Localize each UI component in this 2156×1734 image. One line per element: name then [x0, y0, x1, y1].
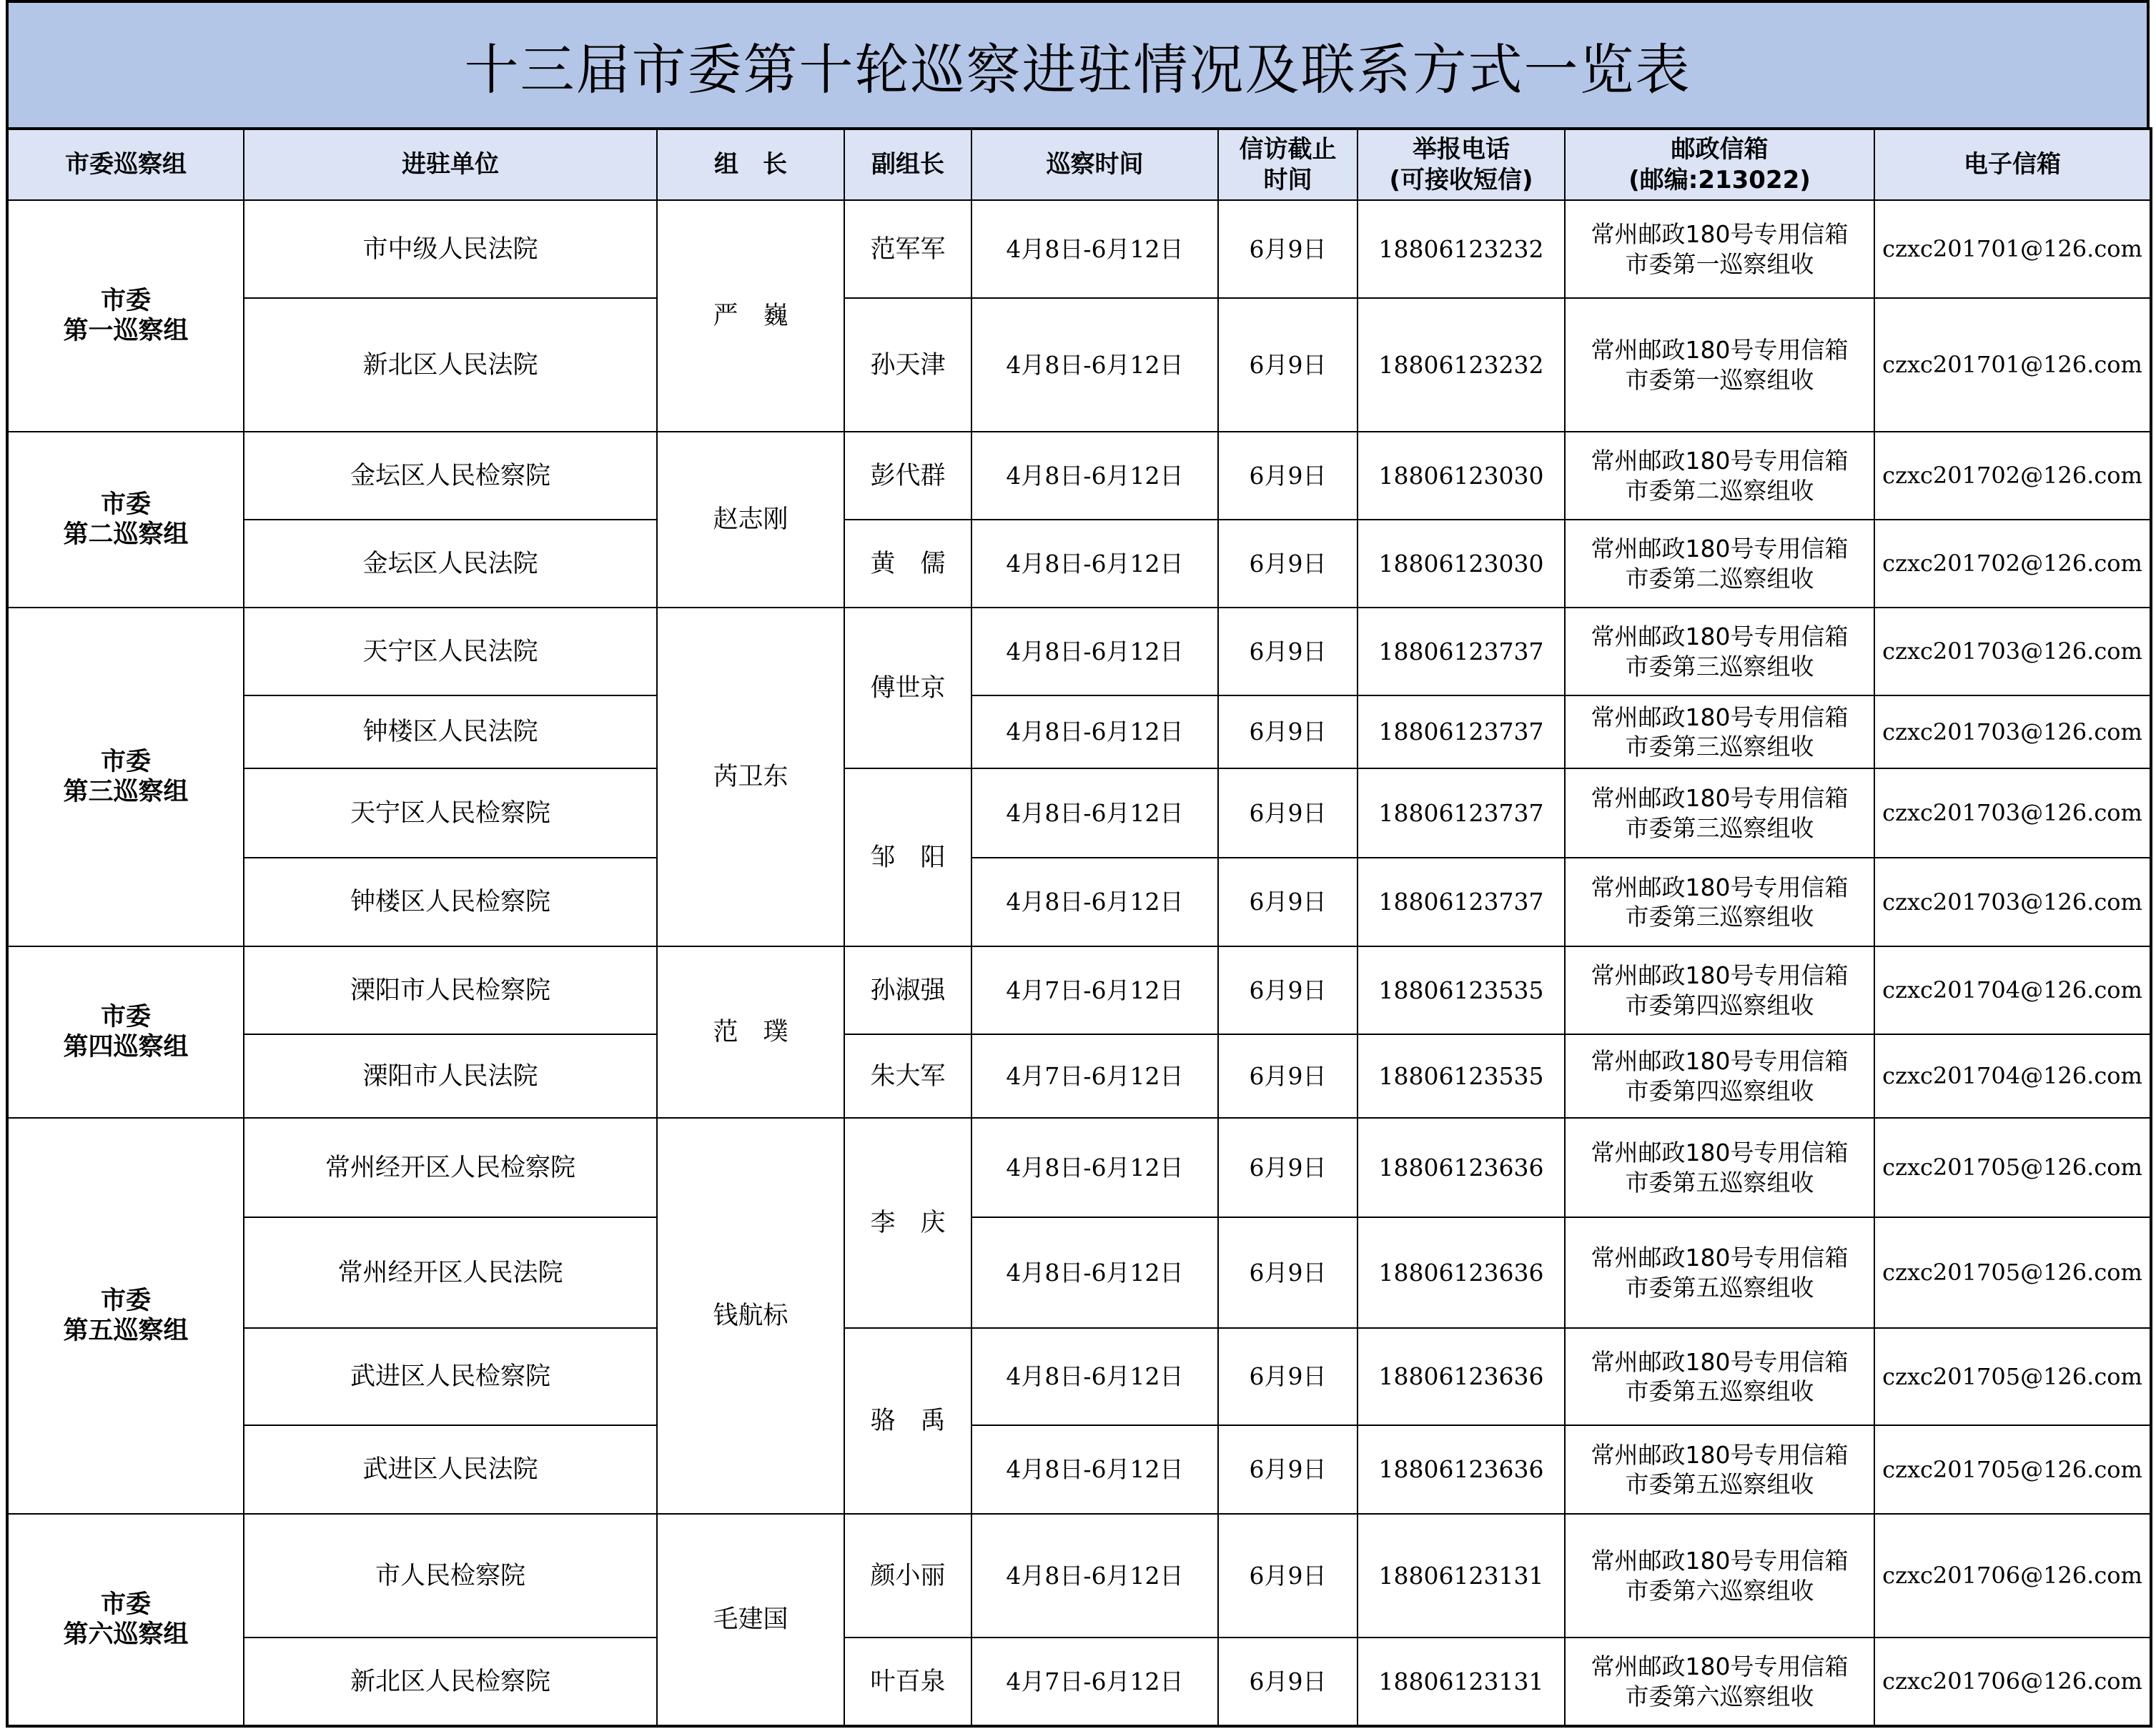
- group-name-line2: 第一巡察组: [63, 317, 189, 345]
- mailbox-line1: 常州邮政180号专用信箱: [1591, 447, 1849, 475]
- email-cell: czxc201703@126.com: [1874, 695, 2151, 768]
- mailbox-line2: 市委第五巡察组收: [1625, 1377, 1814, 1405]
- unit-cell: 天宁区人民检察院: [244, 768, 657, 858]
- header-group: 市委巡察组: [7, 129, 244, 200]
- phone-cell: 18806123737: [1358, 768, 1565, 858]
- mailbox-cell: [1565, 1425, 1874, 1514]
- mailbox-cell: [1565, 200, 1874, 298]
- period-cell: 4月8日-6月12日: [971, 768, 1218, 858]
- deadline-cell: 6月9日: [1218, 1514, 1358, 1638]
- mailbox-cell: [1565, 1328, 1874, 1425]
- header-deadline-line2: 时间: [1263, 165, 1312, 194]
- deputy-cell: 李 庆: [844, 1118, 971, 1328]
- deputy-cell: 邹 阳: [844, 768, 971, 946]
- header-mail-line1: 邮政信箱: [1671, 135, 1769, 164]
- leader-cell: 严 巍: [657, 200, 844, 432]
- table-row: [7, 695, 2151, 768]
- mailbox-line2: 市委第五巡察组收: [1625, 1470, 1814, 1498]
- group-name-line2: 第五巡察组: [63, 1317, 189, 1345]
- unit-cell: 常州经开区人民检察院: [244, 1118, 657, 1217]
- phone-cell: 18806123131: [1358, 1638, 1565, 1726]
- phone-cell: 18806123636: [1358, 1425, 1565, 1514]
- header-phone-line1: 举报电话: [1413, 135, 1510, 164]
- email-cell: czxc201705@126.com: [1874, 1328, 2151, 1425]
- deadline-cell: 6月9日: [1218, 1118, 1358, 1217]
- mailbox-line1: 常州邮政180号专用信箱: [1591, 784, 1849, 813]
- table-row: [7, 432, 2151, 520]
- header-row: [7, 129, 2151, 200]
- mailbox-cell: [1565, 1217, 1874, 1328]
- mailbox-cell: [1565, 1514, 1874, 1638]
- header-mail-line2: (邮编:213022): [1628, 165, 1811, 194]
- period-cell: 4月8日-6月12日: [971, 200, 1218, 298]
- period-cell: 4月8日-6月12日: [971, 858, 1218, 946]
- unit-cell: 溧阳市人民法院: [244, 1034, 657, 1118]
- group-name-line1: 市委: [100, 1287, 151, 1315]
- table-row: [7, 946, 2151, 1034]
- mailbox-cell: [1565, 1034, 1874, 1118]
- mailbox-cell: [1565, 768, 1874, 858]
- unit-cell: 新北区人民检察院: [244, 1638, 657, 1726]
- header-unit: 进驻单位: [244, 129, 657, 200]
- group-name-cell: [7, 608, 244, 946]
- group-name-line2: 第二巡察组: [63, 520, 189, 549]
- mailbox-cell: [1565, 520, 1874, 608]
- header-period: 巡察时间: [971, 129, 1218, 200]
- table-row: [7, 298, 2151, 432]
- table-row: [7, 1118, 2151, 1217]
- deadline-cell: 6月9日: [1218, 608, 1358, 695]
- email-cell: czxc201701@126.com: [1874, 200, 2151, 298]
- table-row: [7, 858, 2151, 946]
- inspection-table: [6, 127, 2152, 1728]
- deputy-cell: 傅世京: [844, 608, 971, 768]
- mailbox-line1: 常州邮政180号专用信箱: [1591, 1347, 1849, 1376]
- unit-cell: 溧阳市人民检察院: [244, 946, 657, 1034]
- period-cell: 4月8日-6月12日: [971, 520, 1218, 608]
- mailbox-line2: 市委第五巡察组收: [1625, 1168, 1814, 1197]
- email-cell: czxc201703@126.com: [1874, 768, 2151, 858]
- inspection-table-sheet: [6, 0, 2150, 1728]
- mailbox-line1: 常州邮政180号专用信箱: [1591, 1139, 1849, 1167]
- mailbox-line2: 市委第一巡察组收: [1625, 249, 1814, 278]
- email-cell: czxc201705@126.com: [1874, 1425, 2151, 1514]
- mailbox-cell: [1565, 432, 1874, 520]
- leader-cell: 范 璞: [657, 946, 844, 1118]
- unit-cell: 市中级人民法院: [244, 200, 657, 298]
- header-phone-line2: (可接收短信): [1389, 165, 1533, 194]
- period-cell: 4月7日-6月12日: [971, 946, 1218, 1034]
- deadline-cell: 6月9日: [1218, 432, 1358, 520]
- email-cell: czxc201703@126.com: [1874, 858, 2151, 946]
- email-cell: czxc201705@126.com: [1874, 1118, 2151, 1217]
- table-row: [7, 1638, 2151, 1726]
- mailbox-line1: 常州邮政180号专用信箱: [1591, 961, 1849, 990]
- mailbox-line2: 市委第三巡察组收: [1625, 652, 1814, 680]
- mailbox-line1: 常州邮政180号专用信箱: [1591, 1244, 1849, 1272]
- email-cell: czxc201701@126.com: [1874, 298, 2151, 432]
- document-title: 十三届市委第十轮巡察进驻情况及联系方式一览表: [6, 0, 2150, 127]
- group-name-line2: 第六巡察组: [63, 1620, 189, 1649]
- period-cell: 4月8日-6月12日: [971, 298, 1218, 432]
- header-mail: [1565, 129, 1874, 200]
- group-name-cell: [7, 946, 244, 1118]
- table-row: [7, 1425, 2151, 1514]
- period-cell: 4月7日-6月12日: [971, 1034, 1218, 1118]
- leader-cell: 毛建国: [657, 1514, 844, 1726]
- deputy-cell: 范军军: [844, 200, 971, 298]
- deadline-cell: 6月9日: [1218, 768, 1358, 858]
- unit-cell: 市人民检察院: [244, 1514, 657, 1638]
- table-row: [7, 1034, 2151, 1118]
- mailbox-line2: 市委第六巡察组收: [1625, 1682, 1814, 1710]
- header-deputy: 副组长: [844, 129, 971, 200]
- phone-cell: 18806123535: [1358, 1034, 1565, 1118]
- table-row: [7, 520, 2151, 608]
- email-cell: czxc201706@126.com: [1874, 1638, 2151, 1726]
- deadline-cell: 6月9日: [1218, 695, 1358, 768]
- group-name-cell: [7, 1514, 244, 1726]
- mailbox-line2: 市委第二巡察组收: [1625, 476, 1814, 505]
- header-email: 电子信箱: [1874, 129, 2151, 200]
- group-name-line1: 市委: [100, 1590, 151, 1619]
- deputy-cell: 黄 儒: [844, 520, 971, 608]
- unit-cell: 常州经开区人民法院: [244, 1217, 657, 1328]
- deadline-cell: 6月9日: [1218, 1425, 1358, 1514]
- period-cell: 4月8日-6月12日: [971, 608, 1218, 695]
- period-cell: 4月8日-6月12日: [971, 695, 1218, 768]
- mailbox-line1: 常州邮政180号专用信箱: [1591, 1653, 1849, 1681]
- mailbox-cell: [1565, 946, 1874, 1034]
- deadline-cell: 6月9日: [1218, 946, 1358, 1034]
- period-cell: 4月8日-6月12日: [971, 1118, 1218, 1217]
- phone-cell: 18806123030: [1358, 520, 1565, 608]
- mailbox-line1: 常州邮政180号专用信箱: [1591, 1047, 1849, 1076]
- unit-cell: 钟楼区人民检察院: [244, 858, 657, 946]
- email-cell: czxc201702@126.com: [1874, 432, 2151, 520]
- header-phone: [1358, 129, 1565, 200]
- deadline-cell: 6月9日: [1218, 1638, 1358, 1726]
- group-name-line2: 第三巡察组: [63, 778, 189, 806]
- deadline-cell: 6月9日: [1218, 1217, 1358, 1328]
- mailbox-line1: 常州邮政180号专用信箱: [1591, 703, 1849, 731]
- deadline-cell: 6月9日: [1218, 520, 1358, 608]
- unit-cell: 新北区人民法院: [244, 298, 657, 432]
- mailbox-cell: [1565, 298, 1874, 432]
- table-body: [7, 200, 2151, 1726]
- period-cell: 4月7日-6月12日: [971, 1638, 1218, 1726]
- phone-cell: 18806123232: [1358, 200, 1565, 298]
- deadline-cell: 6月9日: [1218, 1034, 1358, 1118]
- period-cell: 4月8日-6月12日: [971, 1425, 1218, 1514]
- period-cell: 4月8日-6月12日: [971, 1328, 1218, 1425]
- phone-cell: 18806123535: [1358, 946, 1565, 1034]
- table-row: [7, 608, 2151, 695]
- deadline-cell: 6月9日: [1218, 298, 1358, 432]
- phone-cell: 18806123636: [1358, 1118, 1565, 1217]
- table-row: [7, 1217, 2151, 1328]
- deadline-cell: 6月9日: [1218, 858, 1358, 946]
- unit-cell: 金坛区人民法院: [244, 520, 657, 608]
- mailbox-line1: 常州邮政180号专用信箱: [1591, 535, 1849, 563]
- mailbox-cell: [1565, 608, 1874, 695]
- period-cell: 4月8日-6月12日: [971, 432, 1218, 520]
- group-name-line1: 市委: [100, 748, 151, 776]
- mailbox-line1: 常州邮政180号专用信箱: [1591, 336, 1849, 365]
- unit-cell: 武进区人民法院: [244, 1425, 657, 1514]
- deputy-cell: 骆 禹: [844, 1328, 971, 1514]
- phone-cell: 18806123737: [1358, 858, 1565, 946]
- mailbox-line2: 市委第二巡察组收: [1625, 564, 1814, 593]
- email-cell: czxc201704@126.com: [1874, 1034, 2151, 1118]
- leader-cell: 赵志刚: [657, 432, 844, 608]
- deadline-cell: 6月9日: [1218, 200, 1358, 298]
- table-row: [7, 1328, 2151, 1425]
- group-name-cell: [7, 1118, 244, 1514]
- deputy-cell: 朱大军: [844, 1034, 971, 1118]
- mailbox-line1: 常州邮政180号专用信箱: [1591, 623, 1849, 651]
- deputy-cell: 孙天津: [844, 298, 971, 432]
- group-name-line2: 第四巡察组: [63, 1033, 189, 1061]
- table-row: [7, 1514, 2151, 1638]
- group-name-line1: 市委: [100, 1003, 151, 1031]
- mailbox-cell: [1565, 695, 1874, 768]
- phone-cell: 18806123636: [1358, 1217, 1565, 1328]
- group-name-line1: 市委: [100, 287, 151, 315]
- mailbox-line2: 市委第四巡察组收: [1625, 991, 1814, 1019]
- header-deadline-line1: 信访截止: [1239, 135, 1337, 164]
- mailbox-line2: 市委第五巡察组收: [1625, 1273, 1814, 1302]
- table-row: [7, 768, 2151, 858]
- email-cell: czxc201706@126.com: [1874, 1514, 2151, 1638]
- mailbox-line2: 市委第一巡察组收: [1625, 365, 1814, 394]
- mailbox-cell: [1565, 858, 1874, 946]
- unit-cell: 天宁区人民法院: [244, 608, 657, 695]
- deputy-cell: 彭代群: [844, 432, 971, 520]
- table-row: [7, 200, 2151, 298]
- mailbox-line2: 市委第四巡察组收: [1625, 1076, 1814, 1105]
- mailbox-line1: 常州邮政180号专用信箱: [1591, 1547, 1849, 1575]
- mailbox-cell: [1565, 1118, 1874, 1217]
- unit-cell: 金坛区人民检察院: [244, 432, 657, 520]
- mailbox-cell: [1565, 1638, 1874, 1726]
- email-cell: czxc201704@126.com: [1874, 946, 2151, 1034]
- unit-cell: 钟楼区人民法院: [244, 695, 657, 768]
- mailbox-line2: 市委第三巡察组收: [1625, 813, 1814, 842]
- mailbox-line1: 常州邮政180号专用信箱: [1591, 220, 1849, 249]
- deputy-cell: 孙淑强: [844, 946, 971, 1034]
- mailbox-line2: 市委第三巡察组收: [1625, 903, 1814, 931]
- period-cell: 4月8日-6月12日: [971, 1217, 1218, 1328]
- mailbox-line2: 市委第六巡察组收: [1625, 1576, 1814, 1605]
- phone-cell: 18806123232: [1358, 298, 1565, 432]
- phone-cell: 18806123030: [1358, 432, 1565, 520]
- period-cell: 4月8日-6月12日: [971, 1514, 1218, 1638]
- header-leader: 组 长: [657, 129, 844, 200]
- group-name-line1: 市委: [100, 490, 151, 519]
- email-cell: czxc201702@126.com: [1874, 520, 2151, 608]
- group-name-cell: [7, 432, 244, 608]
- mailbox-line1: 常州邮政180号专用信箱: [1591, 1440, 1849, 1469]
- phone-cell: 18806123737: [1358, 695, 1565, 768]
- phone-cell: 18806123636: [1358, 1328, 1565, 1425]
- leader-cell: 钱航标: [657, 1118, 844, 1514]
- phone-cell: 18806123131: [1358, 1514, 1565, 1638]
- deputy-cell: 叶百泉: [844, 1638, 971, 1726]
- leader-cell: 芮卫东: [657, 608, 844, 946]
- group-name-cell: [7, 200, 244, 432]
- mailbox-line1: 常州邮政180号专用信箱: [1591, 873, 1849, 901]
- mailbox-line2: 市委第三巡察组收: [1625, 733, 1814, 761]
- deputy-cell: 颜小丽: [844, 1514, 971, 1638]
- unit-cell: 武进区人民检察院: [244, 1328, 657, 1425]
- email-cell: czxc201705@126.com: [1874, 1217, 2151, 1328]
- deadline-cell: 6月9日: [1218, 1328, 1358, 1425]
- header-deadline: [1218, 129, 1358, 200]
- phone-cell: 18806123737: [1358, 608, 1565, 695]
- email-cell: czxc201703@126.com: [1874, 608, 2151, 695]
